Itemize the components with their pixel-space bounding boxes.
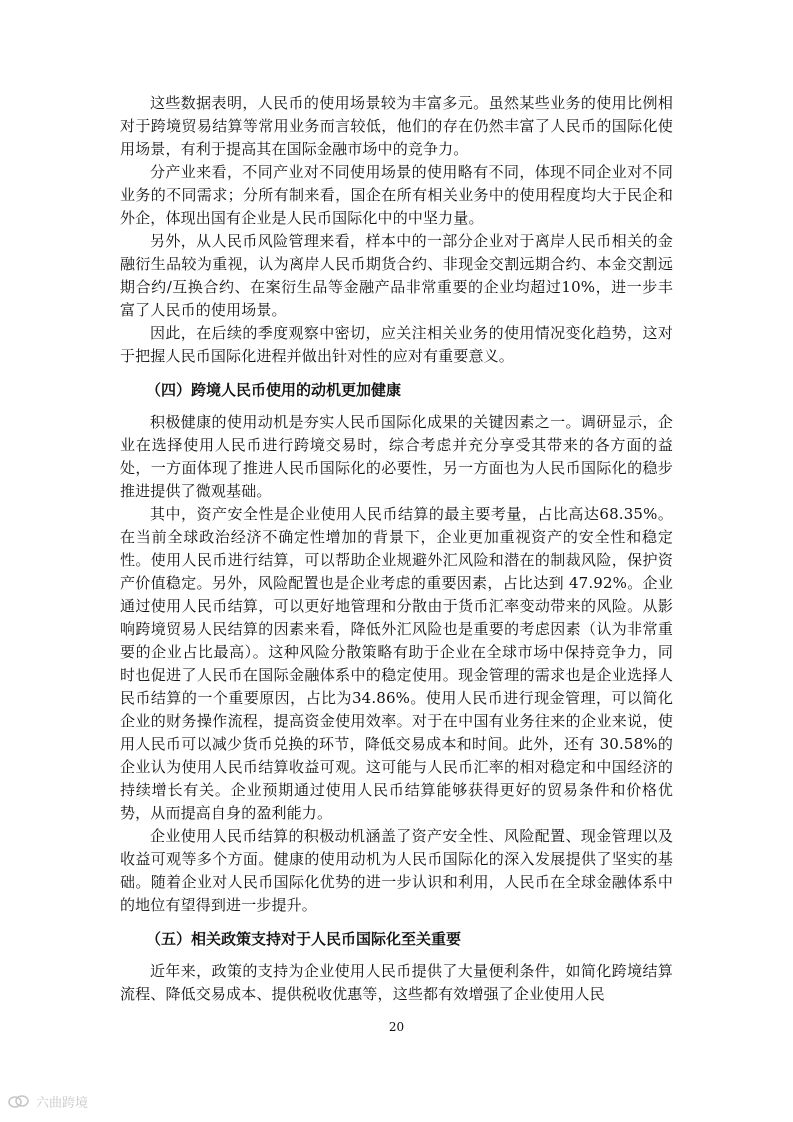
body-paragraph: 近年来，政策的支持为企业使用人民币提供了大量便利条件，如简化跨境结算流程、降低交易成本、提供税收优惠等，这些都有效增强了企业使用人民 (120, 962, 673, 1003)
watermark-text: 六曲跨境 (36, 1096, 89, 1111)
body-paragraph: 企业使用人民币结算的积极动机涵盖了资产安全性、风险配置、现金管理以及收益可观等多个方面。健康的使用动机为人民币国际化的深入发展提供了坚实的基础。随着企业对人民币国际化优势的进一步认识和利用，人民币在全球金融体系中的地位有望得到进一步提升。 (120, 827, 673, 914)
body-paragraph: 因此，在后续的季度观察中密切，应关注相关业务的使用情况变化趋势，这对于把握人民币国际化进程并做出针对性的应对有重要意义。 (120, 324, 673, 365)
document-body (120, 92, 673, 1006)
watermark (8, 1092, 88, 1111)
bubble-logo-icon (8, 1094, 30, 1110)
body-paragraph: 另外，从人民币风险管理来看，样本中的一部分企业对于离岸人民币相关的金融衍生品较为重视，认为离岸人民币期货合约、非现金交割远期合约、本金交割远期合约/互换合约、在案衍生品等金融产品非常重要的企业均超过10%，进一步丰富了人民币的使用场景。 (120, 232, 673, 319)
body-paragraph: 积极健康的使用动机是夯实人民币国际化成果的关键因素之一。调研显示，企业在选择使用人民币进行跨境交易时，综合考虑并充分享受其带来的各方面的益处，一方面体现了推进人民币国际化的必要性，另一方面也为人民币国际化的稳步推进提供了微观基础。 (120, 413, 673, 500)
section-heading: （四）跨境人民币使用的动机更加健康 (146, 381, 402, 399)
page-number: 20 (388, 1020, 405, 1034)
body-paragraph: 这些数据表明，人民币的使用场景较为丰富多元。虽然某些业务的使用比例相对于跨境贸易结算等常用业务而言较低，他们的存在仍然丰富了人民币的国际化使用场景，有利于提高其在国际金融市场中的竞争力。 (120, 94, 673, 158)
section-heading: （五）相关政策支持对于人民币国际化至关重要 (146, 930, 462, 948)
body-paragraph: 其中，资产安全性是企业使用人民币结算的最主要考量，占比高达68.35%。在当前全球政治经济不确定性增加的背景下，企业更加重视资产的安全性和稳定性。使用人民币进行结算，可以帮助企业规避外汇风险和潜在的制裁风险，保护资产价值稳定。另外，风险配置也是企业考虑的重要因素，占比达到 47.92%。企业通过使用人民币结算，可以更好地管理和分散由于货币汇率变动带来的风险。从影响跨境贸易人民结算的因素来看，降低外汇风险也是重要的考虑因素（认为非常重要的企业占比最高）。这种风险分散策略有助于企业在全球市场中保持竞争力，同时也促进了人民币在国际金融体系中的稳定使用。现金管理的需求也是企业选择人民币结算的一个重要原因，占比为34.86%。使用人民币进行现金管理，可以简化企业的财务操作流程，提高资金使用效率。对于在中国有业务往来的企业来说，使用人民币可以减少货币兑换的环节，降低交易成本和时间。此外，还有 30.58%的企业认为使用人民币结算收益可观。这可能与人民币汇率的相对稳定和中国经济的持续增长有关。企业预期通过使用人民币结算能够获得更好的贸易条件和价格优势，从而提高自身的盈利能力。 (120, 505, 673, 822)
body-paragraph: 分产业来看，不同产业对不同使用场景的使用略有不同，体现不同企业对不同业务的不同需求；分所有制来看，国企在所有相关业务中的使用程度均大于民企和外企，体现出国有企业是人民币国际化中的中坚力量。 (120, 163, 673, 227)
